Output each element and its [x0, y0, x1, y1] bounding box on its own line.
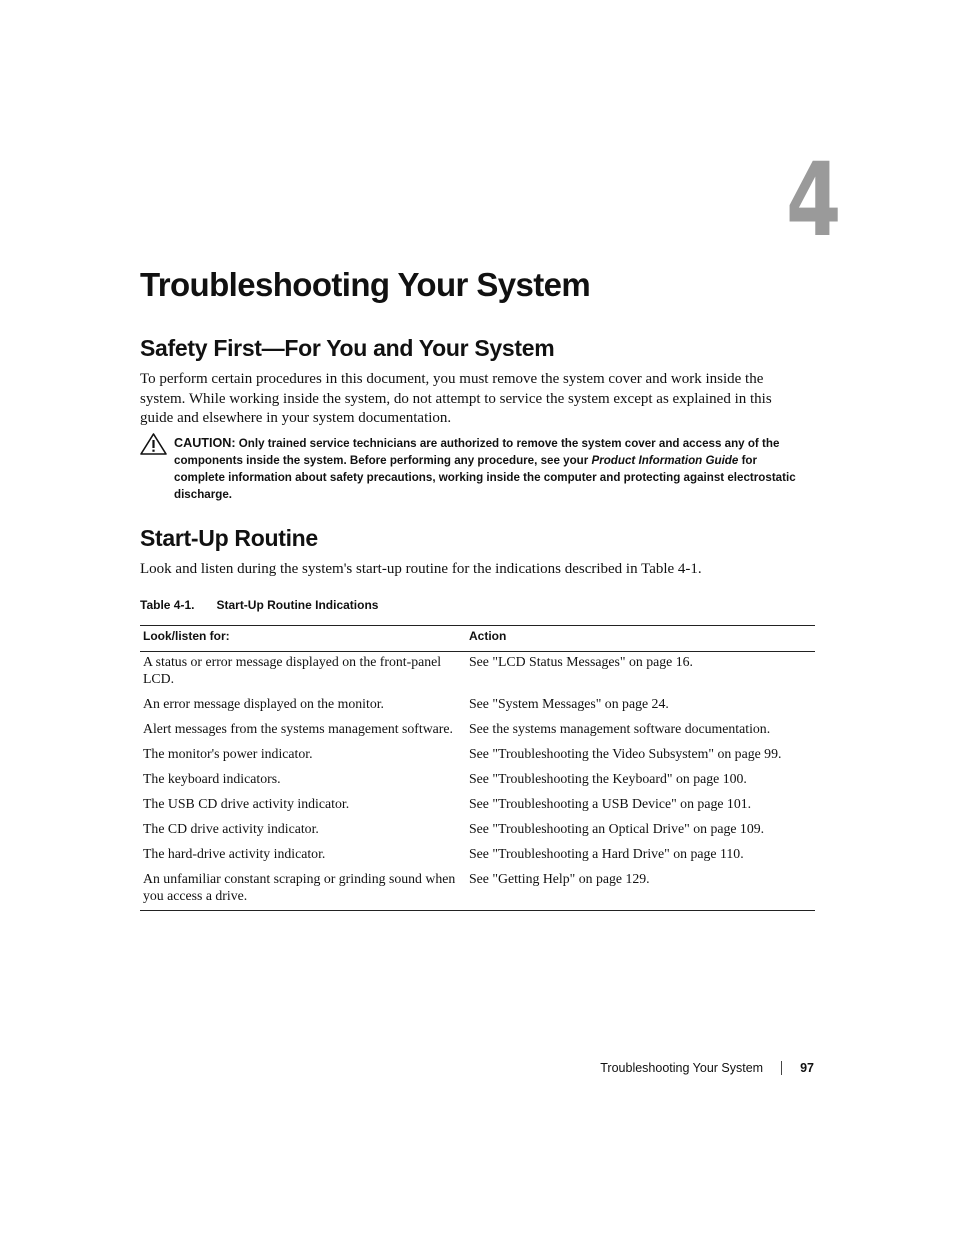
table-row: [140, 868, 815, 911]
product-information-guide-reference: Product Information Guide: [591, 454, 739, 467]
caution-label: CAUTION:: [174, 436, 236, 450]
table-row: [140, 652, 815, 694]
page-footer: [600, 1061, 814, 1075]
action-cell: See "Troubleshooting the Keyboard" on page 100.: [469, 771, 747, 786]
indication-cell: Alert messages from the systems management software.: [143, 721, 453, 736]
action-cell: See "System Messages" on page 24.: [469, 696, 669, 711]
startup-paragraph: Look and listen during the system's start-up routine for the indications described in Table 4-1.: [140, 561, 702, 577]
chapter-title: Troubleshooting Your System: [140, 266, 591, 303]
table-caption-number: Table 4-1.: [140, 598, 195, 612]
action-cell: See the systems management software documentation.: [469, 721, 771, 736]
action-cell: See "Troubleshooting an Optical Drive" on page 109.: [469, 821, 765, 836]
startup-indications-table: [140, 625, 815, 911]
action-cell: See "LCD Status Messages" on page 16.: [469, 654, 693, 669]
safety-heading: Safety First—For You and Your System: [140, 335, 555, 361]
table-header-row: [140, 626, 815, 652]
indication-cell: The hard-drive activity indicator.: [143, 846, 326, 861]
caution-body-start: Only trained service technicians are authorized to remove the system cover and access any of the components inside the system. Before performing any procedure, see your: [174, 437, 780, 467]
table-caption: [140, 598, 378, 612]
header-look-listen: Look/listen for:: [140, 626, 466, 652]
action-cell: See "Getting Help" on page 129.: [466, 868, 815, 911]
action-cell: See "Troubleshooting a Hard Drive" on page 110.: [469, 846, 744, 861]
table-row: [140, 843, 815, 868]
table-row: [140, 718, 815, 743]
warning-triangle-icon: [140, 433, 167, 455]
action-cell: See "Troubleshooting the Video Subsystem" on page 99.: [469, 746, 782, 761]
action-cell: See "Troubleshooting a USB Device" on page 101.: [469, 796, 752, 811]
table-row: [140, 743, 815, 768]
safety-paragraph: To perform certain procedures in this document, you must remove the system cover and work inside the system. While working inside the system, do not attempt to service the system except as explained in this guide and elsewhere in your system documentation.: [140, 371, 772, 426]
indication-cell: An error message displayed on the monitor.: [143, 696, 385, 711]
header-action: Action: [466, 626, 815, 652]
table-caption-title: Start-Up Routine Indications: [216, 598, 379, 612]
indication-cell: An unfamiliar constant scraping or grinding sound when you access a drive.: [140, 868, 466, 911]
indication-cell: A status or error message displayed on the front-panel LCD.: [143, 654, 442, 686]
indication-cell: The monitor's power indicator.: [143, 746, 313, 761]
footer-section-title: Troubleshooting Your System: [600, 1061, 764, 1075]
indication-cell: The CD drive activity indicator.: [143, 821, 319, 836]
table-row: [140, 768, 815, 793]
indication-cell: The keyboard indicators.: [143, 771, 281, 786]
footer-divider: [781, 1061, 782, 1075]
startup-heading: Start-Up Routine: [140, 525, 318, 551]
caution-body-end: for complete information about safety precautions, working inside the computer and protecting against electrostatic discharge.: [174, 454, 796, 501]
table-row: [140, 693, 815, 718]
indication-cell: The USB CD drive activity indicator.: [143, 796, 350, 811]
chapter-number: 4: [786, 141, 842, 260]
caution-text: [174, 435, 800, 503]
table-row: [140, 818, 815, 843]
table-row: [140, 793, 815, 818]
page-number: 97: [800, 1061, 814, 1075]
